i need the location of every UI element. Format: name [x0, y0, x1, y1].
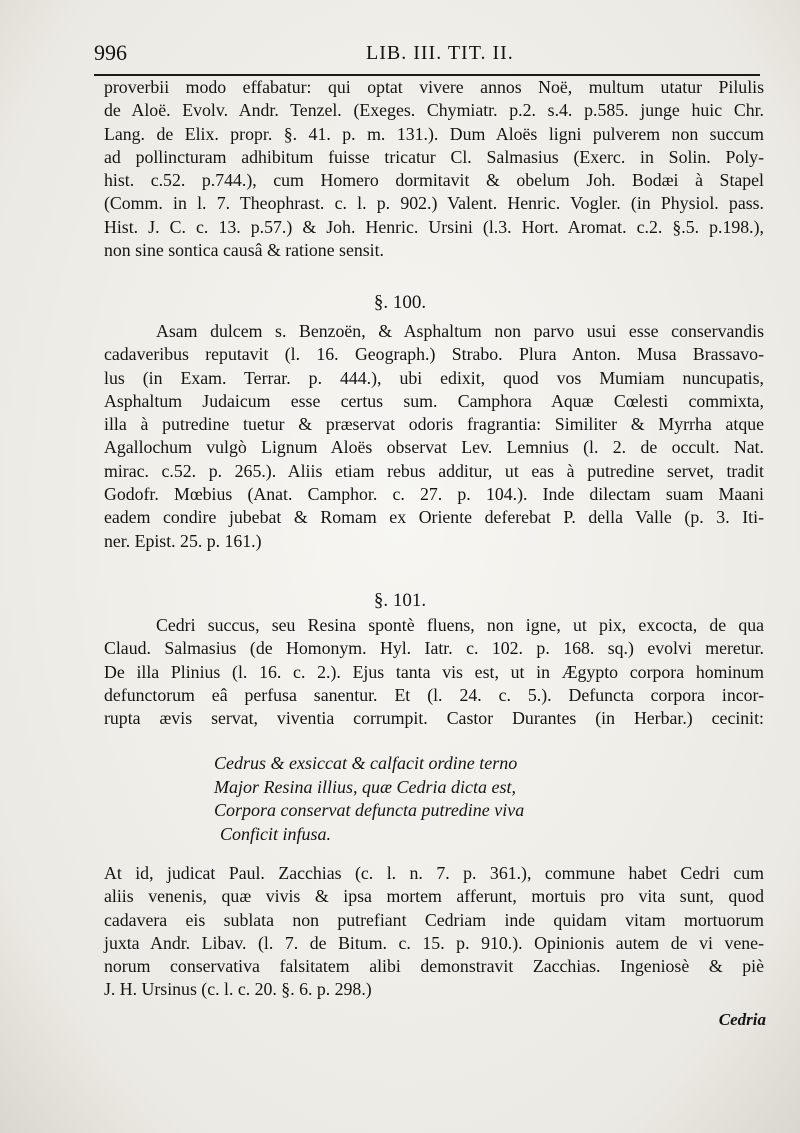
text-line: De illa Plinius (l. 16. c. 2.). Ejus tanta vis est, ut in Ægypto corpora hominum	[104, 661, 764, 682]
text-line: proverbii modo effabatur: qui optat vivere annos Noë, multum utatur Pilulis	[104, 77, 764, 97]
text-line: J. H. Ursinus (c. l. c. 20. §. 6. p. 298.)	[104, 979, 372, 1000]
text-line: Asphaltum Judaicum esse certus sum. Camphora Aquæ Cœlesti commixta,	[104, 390, 764, 411]
verse-line: Conficit infusa.	[220, 823, 332, 844]
text-line: norum conservativa falsitatem alibi demonstravit Zacchias. Ingeniosè & piè	[104, 956, 764, 977]
section-heading-100: §. 100.	[373, 292, 427, 313]
text-line: Lang. de Elix. propr. §. 41. p. m. 131.). Dum Aloës ligni pulverem non succum	[104, 123, 764, 144]
text-line: Asam dulcem s. Benzoën, & Asphaltum non parvo usui esse conservandis	[156, 321, 764, 341]
running-title: LIB. III. TIT. II.	[366, 42, 514, 64]
text-line: cadavera eis sublata non putrefiant Cedriam inde quidam vitam mortuorum	[104, 909, 764, 930]
text-line: eadem condire jubebat & Romam ex Oriente deferebat P. della Valle (p. 3. Iti-	[104, 507, 764, 528]
page-number: 996	[94, 40, 127, 65]
text-line: Agallochum vulgò Lignum Aloës observat Lev. Lemnius (l. 2. de occult. Nat.	[104, 437, 764, 458]
text-line: Hist. J. C. c. 13. p.57.) & Joh. Henric. Ursini (l.3. Hort. Aromat. c.2. §.5. p.198.),	[104, 216, 764, 237]
text-line: mirac. c.52. p. 265.). Aliis etiam rebus additur, ut eas à putredine servet, tradit	[104, 460, 764, 481]
paragraph-4	[104, 862, 764, 1002]
verse-line: Corpora conservat defuncta putredine viva	[214, 800, 525, 820]
text-line: non sine sontica causâ & ratione sensit.	[104, 240, 384, 261]
text-line: defunctorum eâ perfusa sanentur. Et (l. 24. c. 5.). Defuncta corpora incor-	[104, 684, 764, 705]
paragraph-1	[104, 76, 764, 262]
text-line: Claud. Salmasius (de Homonym. Hyl. Iatr. c. 102. p. 168. sq.) evolvi meretur.	[104, 638, 764, 659]
paragraph-2	[104, 320, 764, 553]
text-line: ner. Epist. 25. p. 161.)	[104, 530, 262, 551]
section-heading-101: §. 101.	[373, 590, 427, 611]
paragraph-3	[104, 614, 764, 730]
text-line: lus (in Exam. Terrar. p. 444.), ubi edixit, quod vos Mumiam nuncupatis,	[104, 367, 764, 388]
text-line: hist. c.52. p.744.), cum Homero dormitavit & obelum Joh. Bodæi à Stapel	[104, 170, 764, 191]
text-line: cadaveribus reputavit (l. 16. Geograph.) Strabo. Plura Anton. Musa Brassavo-	[104, 344, 764, 365]
text-line: Godofr. Mœbius (Anat. Camphor. c. 27. p. 104.). Inde dilectam suam Maani	[104, 484, 764, 505]
text-line: At id, judicat Paul. Zacchias (c. l. n. 7. p. 361.), commune habet Cedri cum	[104, 863, 764, 883]
text-line: rupta ævis servat, viventia corrumpit. Castor Durantes (in Herbar.) cecinit:	[104, 708, 764, 729]
text-line: aliis venenis, quæ vivis & ipsa mortem afferunt, mortuis pro vita sunt, quod	[104, 886, 764, 907]
verse-line: Major Resina illius, quæ Cedria dicta est,	[214, 776, 516, 797]
text-line: ad pollincturam adhibitum fuisse tricatur Cl. Salmasius (Exerc. in Solin. Poly-	[104, 146, 764, 167]
text-line: illa à putredine tuetur & præservat odoris fragrantia: Similiter & Myrrha atque	[104, 414, 764, 435]
catchword: Cedria	[718, 1010, 766, 1029]
text-line: juxta Andr. Libav. (l. 7. de Bitum. c. 15. p. 910.). Opinionis autem de vi vene-	[104, 932, 764, 953]
text-line: Cedri succus, seu Resina spontè fluens, non igne, ut pix, excocta, de qua	[156, 615, 764, 635]
text-line: de Aloë. Evolv. Andr. Tenzel. (Exeges. Chymiatr. p.2. s.4. p.585. junge huic Chr.	[104, 100, 764, 121]
text-line: (Comm. in l. 7. Theophrast. c. l. p. 902.) Valent. Henric. Vogler. (in Physiol. pass.	[104, 193, 764, 214]
running-head	[94, 40, 760, 76]
verse-quotation	[214, 752, 634, 846]
verse-line: Cedrus & exsiccat & calfacit ordine terno	[214, 753, 518, 773]
